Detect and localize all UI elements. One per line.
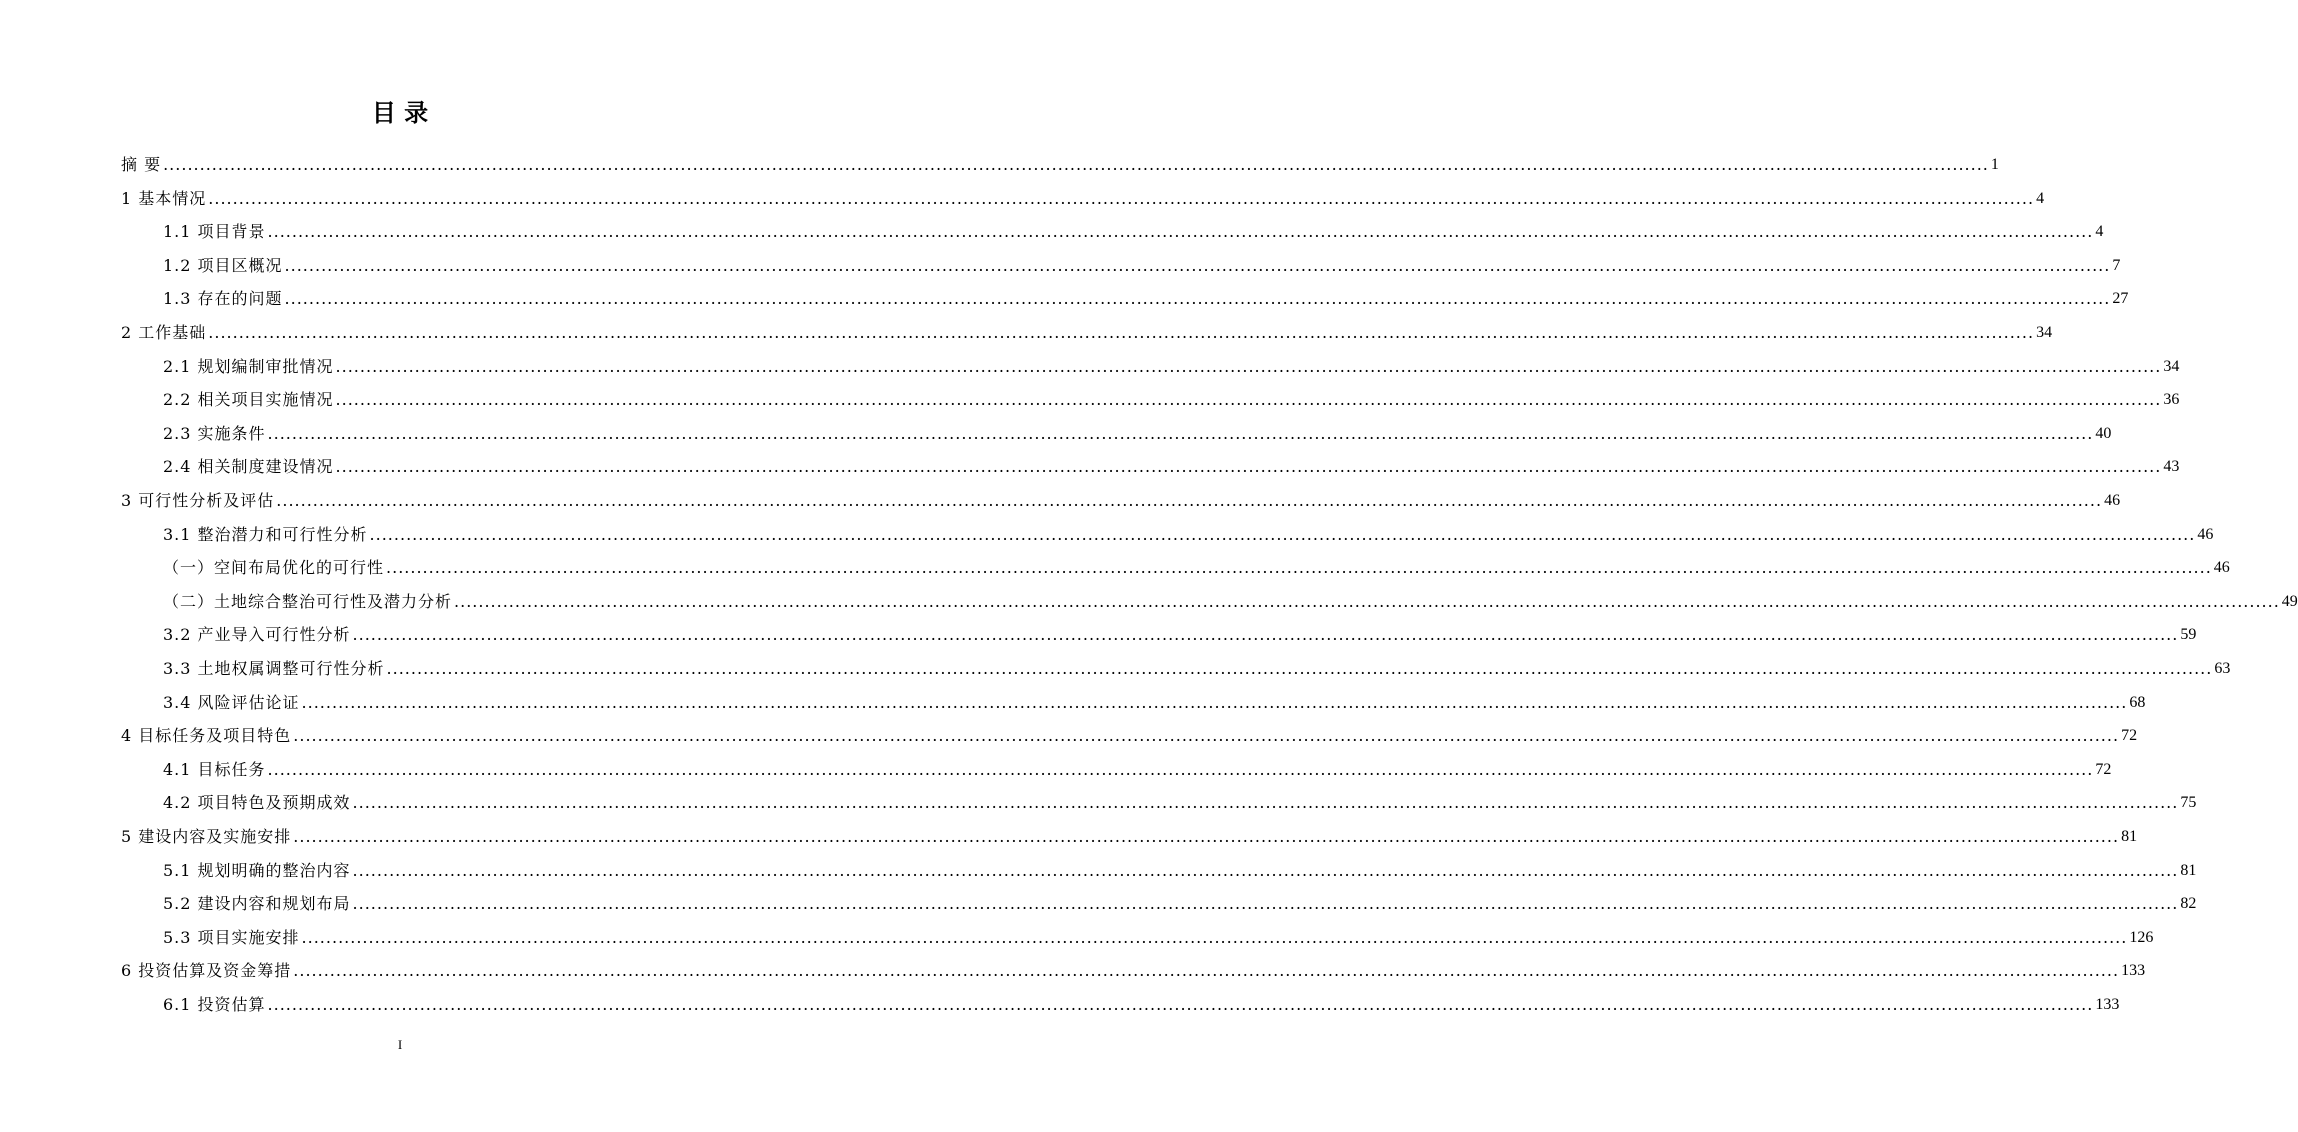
toc-entry-page: 43 bbox=[2163, 458, 2180, 476]
toc-entry[interactable] bbox=[163, 618, 2197, 652]
toc-leader-dots: ............................................................................................................................................................................................................................................................................................................ bbox=[301, 692, 2128, 712]
toc-leader-dots: ............................................................................................................................................................................................................................................................................................................ bbox=[293, 726, 2120, 746]
page-title: 目 录 bbox=[371, 98, 429, 127]
toc-entry-page: 59 bbox=[2180, 626, 2197, 644]
toc-entry[interactable] bbox=[163, 282, 2129, 316]
toc-leader-dots: ............................................................................................................................................................................................................................................................................................................ bbox=[284, 255, 2111, 275]
toc-leader-dots: ............................................................................................................................................................................................................................................................................................................ bbox=[208, 323, 2035, 342]
toc-entry[interactable] bbox=[121, 954, 2146, 988]
toc-entry[interactable] bbox=[163, 686, 2146, 720]
toc-leader-dots: ............................................................................................................................................................................................................................................................................................................ bbox=[267, 222, 2094, 242]
toc-entry[interactable] bbox=[163, 350, 2180, 384]
toc-entry-page: 40 bbox=[2095, 424, 2112, 442]
toc-leader-dots: ............................................................................................................................................................................................................................................................................................................ bbox=[301, 927, 2128, 947]
toc-entry-label: 2.4 相关制度建设情况 bbox=[163, 457, 334, 477]
toc-entry-page: 46 bbox=[2213, 559, 2230, 577]
toc-entry[interactable] bbox=[163, 585, 2298, 619]
toc-leader-dots: ............................................................................................................................................................................................................................................................................................................ bbox=[352, 860, 2179, 880]
toc-leader-dots: ............................................................................................................................................................................................................................................................................................................ bbox=[352, 793, 2179, 813]
toc-entry[interactable] bbox=[163, 921, 2154, 955]
toc-entry-page: 4 bbox=[2095, 223, 2104, 241]
toc-entry-page: 46 bbox=[2197, 525, 2214, 543]
toc-entry-page: 49 bbox=[2281, 592, 2298, 610]
toc-leader-dots: ............................................................................................................................................................................................................................................................................................................ bbox=[293, 827, 2120, 846]
toc-entry-page: 72 bbox=[2121, 727, 2138, 745]
toc-entry-label: （二）土地综合整治可行性及潜力分析 bbox=[163, 591, 453, 611]
toc-entry[interactable] bbox=[121, 484, 2121, 518]
toc-entry-page: 7 bbox=[2112, 256, 2121, 274]
toc-entry-label: 1.3 存在的问题 bbox=[163, 289, 283, 309]
toc-entry-page: 133 bbox=[2121, 962, 2146, 980]
toc-entry[interactable] bbox=[163, 786, 2197, 820]
toc-leader-dots: ............................................................................................................................................................................................................................................................................................................ bbox=[335, 457, 2162, 477]
toc-entry-page: 72 bbox=[2095, 760, 2112, 778]
toc-entry[interactable] bbox=[163, 551, 2230, 585]
toc-leader-dots: ............................................................................................................................................................................................................................................................................................................ bbox=[386, 558, 2212, 578]
toc-entry-label: 5.1 规划明确的整治内容 bbox=[163, 860, 351, 880]
toc-entry[interactable] bbox=[121, 316, 2053, 350]
toc-leader-dots: ............................................................................................................................................................................................................................................................................................................ bbox=[276, 491, 2103, 510]
toc-entry-page: 4 bbox=[2036, 189, 2045, 207]
toc-entry-page: 46 bbox=[2104, 492, 2121, 509]
toc-leader-dots: ............................................................................................................................................................................................................................................................................................................ bbox=[293, 961, 2120, 981]
toc-entry-page: 34 bbox=[2163, 357, 2180, 375]
toc-entry-page: 133 bbox=[2095, 996, 2120, 1013]
toc-entry-page: 82 bbox=[2180, 895, 2197, 913]
toc-entry-label: 3.2 产业导入可行性分析 bbox=[163, 625, 351, 645]
toc-entry[interactable] bbox=[163, 518, 2214, 552]
toc-entry-label: 5.2 建设内容和规划布局 bbox=[163, 894, 351, 914]
toc-entry-page: 81 bbox=[2121, 828, 2138, 845]
toc-entry-label: 6.1 投资估算 bbox=[163, 995, 266, 1014]
toc-entry[interactable] bbox=[163, 215, 2104, 249]
toc-entry[interactable] bbox=[163, 249, 2121, 283]
toc-leader-dots: ............................................................................................................................................................................................................................................................................................................ bbox=[267, 995, 2094, 1014]
toc-leader-dots: ............................................................................................................................................................................................................................................................................................................ bbox=[335, 390, 2162, 410]
toc-leader-dots: ............................................................................................................................................................................................................................................................................................................ bbox=[208, 188, 2035, 208]
toc-entry-label: 3 可行性分析及评估 bbox=[121, 491, 275, 510]
toc-leader-dots: ............................................................................................................................................................................................................................................................................................................ bbox=[267, 423, 2094, 443]
toc-entry-label: 2.2 相关项目实施情况 bbox=[163, 390, 334, 410]
toc-entry-label: 3.1 整治潜力和可行性分析 bbox=[163, 524, 368, 544]
toc-entry[interactable] bbox=[121, 820, 2138, 854]
toc-entry[interactable] bbox=[163, 887, 2197, 921]
toc-entry-label: 3.4 风险评估论证 bbox=[163, 692, 300, 712]
toc-entry-page: 81 bbox=[2180, 861, 2197, 879]
toc-leader-dots: ............................................................................................................................................................................................................................................................................................................ bbox=[335, 356, 2162, 376]
toc-entry-page: 126 bbox=[2129, 928, 2154, 946]
toc-entry-label: 4 目标任务及项目特色 bbox=[121, 726, 292, 746]
toc-entry-label: 6 投资估算及资金筹措 bbox=[121, 961, 292, 981]
toc-entry-label: 2.1 规划编制审批情况 bbox=[163, 356, 334, 376]
toc-entry[interactable] bbox=[163, 383, 2180, 417]
toc-entry-page: 75 bbox=[2180, 794, 2197, 812]
toc-entry-label: 4.2 项目特色及预期成效 bbox=[163, 793, 351, 813]
toc-entry-page: 34 bbox=[2036, 324, 2053, 341]
toc-leader-dots: ............................................................................................................................................................................................................................................................................................................ bbox=[386, 659, 2213, 678]
toc-entry-label: 2 工作基础 bbox=[121, 323, 207, 342]
toc-entry-label: 5 建设内容及实施安排 bbox=[121, 827, 292, 846]
toc-entry-label: （一）空间布局优化的可行性 bbox=[163, 558, 385, 578]
toc-entry[interactable] bbox=[163, 417, 2112, 451]
toc-entry[interactable] bbox=[163, 450, 2180, 484]
toc-leader-dots: ............................................................................................................................................................................................................................................................................................................ bbox=[352, 894, 2179, 914]
toc-leader-dots: ............................................................................................................................................................................................................................................................................................................ bbox=[454, 591, 2280, 611]
toc-leader-dots: ............................................................................................................................................................................................................................................................................................................ bbox=[267, 759, 2094, 779]
toc-entry-page: 63 bbox=[2214, 660, 2231, 677]
toc-leader-dots: ............................................................................................................................................................................................................................................................................................................ bbox=[369, 524, 2196, 544]
toc-leader-dots: ............................................................................................................................................................................................................................................................................................................ bbox=[163, 155, 1989, 174]
toc-entry[interactable] bbox=[121, 719, 2138, 753]
toc-entry-label: 摘 要 bbox=[121, 155, 162, 174]
toc-entry-page: 1 bbox=[1990, 156, 1999, 173]
toc-entry-page: 68 bbox=[2129, 693, 2146, 711]
toc-entry-label: 3.3 土地权属调整可行性分析 bbox=[163, 659, 385, 678]
toc-entry-page: 27 bbox=[2112, 290, 2129, 308]
toc-entry[interactable] bbox=[163, 753, 2112, 787]
toc-entry[interactable] bbox=[121, 148, 1999, 182]
toc-entry[interactable] bbox=[163, 988, 2120, 1022]
toc-entry-label: 2.3 实施条件 bbox=[163, 423, 266, 443]
toc-leader-dots: ............................................................................................................................................................................................................................................................................................................ bbox=[284, 289, 2111, 309]
page-number: I bbox=[397, 1037, 403, 1052]
toc-entry-label: 5.3 项目实施安排 bbox=[163, 927, 300, 947]
toc-entry-page: 36 bbox=[2163, 391, 2180, 409]
toc-entry-label: 1.2 项目区概况 bbox=[163, 255, 283, 275]
toc-entry-label: 1 基本情况 bbox=[121, 188, 207, 208]
toc-entry[interactable] bbox=[163, 854, 2197, 888]
toc-entry-label: 1.1 项目背景 bbox=[163, 222, 266, 242]
toc-entry-label: 4.1 目标任务 bbox=[163, 759, 266, 779]
toc-entry[interactable] bbox=[163, 652, 2231, 686]
toc-leader-dots: ............................................................................................................................................................................................................................................................................................................ bbox=[352, 625, 2179, 645]
toc-entry[interactable] bbox=[121, 182, 2045, 216]
